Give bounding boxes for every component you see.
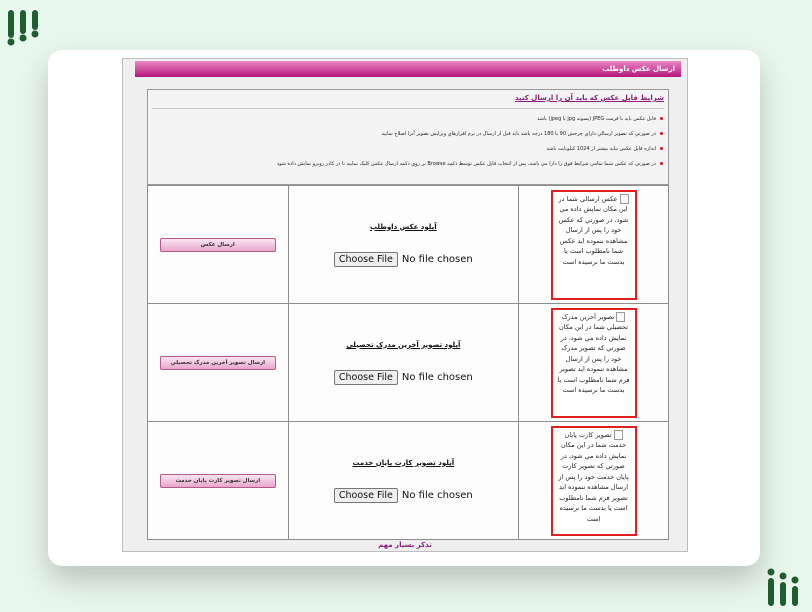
upload-label: آپلود عکس داوطلب [369,222,437,231]
file-status: No file chosen [401,371,473,383]
conditions-list [148,116,668,167]
upload-row-military-card [148,422,669,540]
image-preview-text: عکس ارسالي شما در اين مکان نمايش داده مي شود، در صورتي که عکس خود را پس از ارسال مشاهده ننموده ايد عکس شما نامطلوب است يا بدست ما نرسيده است [558,194,629,266]
upload-row-degree [148,304,669,422]
image-preview-text: تصوير آخرين مدرک تحصيلي شما در اين مکان نمايش داده مي شود، در صورتي که تصوير مدرک خود را پس از ارسال مشاهده ننموده ايد تصوير فرم شما نامطلوب است يا بدست ما نرسيده است [557,312,630,394]
page-title: ارسال عکس داوطلب [135,61,681,77]
upload-table [147,185,669,540]
conditions-title: شرایط فایل عکس که باید آن را ارسال کنید [515,94,664,102]
upload-label: آپلود تصوير کارت پايان خدمت [352,458,455,467]
upload-row-photo [148,186,669,304]
conditions-item: فایل عکس باید با فرمت JPEG (پسوند jpg یا jpeg) باشد [148,116,656,122]
brand-logo-icon [766,568,806,608]
conditions-box [147,89,669,185]
file-input[interactable] [334,252,473,267]
choose-file-button[interactable]: Choose File [334,252,398,267]
submit-military-card-button[interactable]: ارسال تصوير کارت پايان خدمت [160,474,276,488]
image-preview [551,308,637,418]
choose-file-button[interactable]: Choose File [334,488,398,503]
image-preview [551,426,637,536]
choose-file-button[interactable]: Choose File [334,370,398,385]
divider [152,108,664,109]
upload-label: آپلود تصوير آخرين مدرک تحصيلي [346,340,461,349]
file-input[interactable] [334,488,473,503]
file-input[interactable] [334,370,473,385]
broken-image-icon [614,430,623,440]
conditions-item: در صورتي که تصوير ارسالي داراي چرخش 90 يا 180 درجه باشد بايد قبل از ارسال در نرم افزارهاي ويرايش تصوير آنرا اصلاح نماييد [148,131,656,137]
submit-degree-button[interactable]: ارسال تصوير آخرين مدرک تحصيلي [160,356,276,370]
broken-image-icon [620,194,629,204]
file-status: No file chosen [401,489,473,501]
important-note-title: تذکر بسيار مهم [378,541,432,549]
broken-image-icon [616,312,625,322]
image-preview [551,190,637,300]
file-status: No file chosen [401,253,473,265]
brand-logo-icon [6,6,46,46]
conditions-item: اندازه فايل عکس نبايد بيشتر از 1024 کيلوبايت باشد [148,146,656,152]
submit-photo-button[interactable]: ارسال عکس [160,238,276,252]
image-preview-text: تصوير کارت پايان خدمت شما در اين مکان نمايش داده مي شود، در صورتي که تصوير کارت پايان خدمت خود را پس از ارسال مشاهده ننموده ايد تصوير فرم شما نامطلوب است يا بدست ما نرسيده است [558,430,629,523]
conditions-item: در صورتي که عکس شما تمامي شرايط فوق را دارا مي باشد، پس از انتخاب فايل عکس توسط دکمه Browse بر روي دکمه ارسال عکس کليک نماييد تا در کادر روبرو نمايش داده شود [148,161,656,167]
